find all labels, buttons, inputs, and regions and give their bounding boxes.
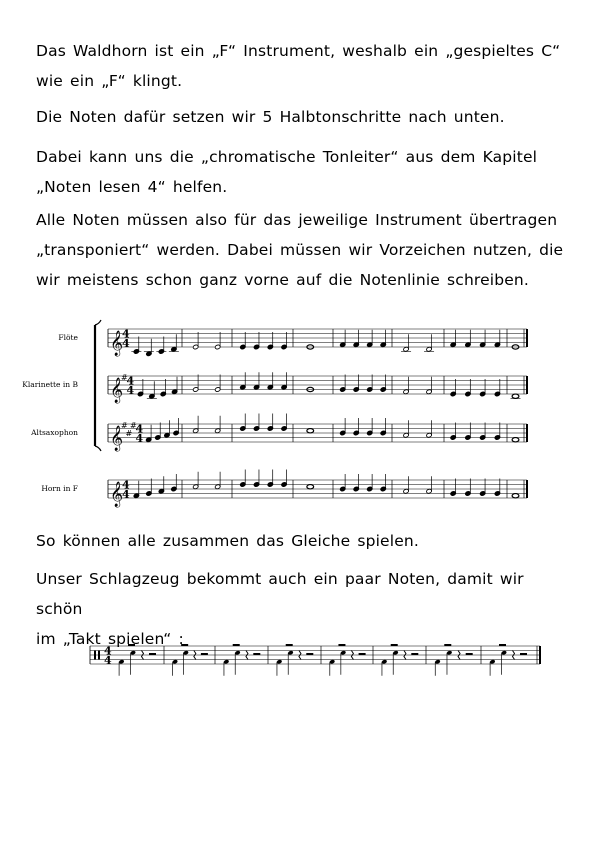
sharp-icon: # [125, 428, 133, 438]
whole-note [307, 485, 314, 489]
text-line: „transponiert“ werden. Dabei müssen wir Vorzeichen nutzen, die [36, 241, 564, 259]
treble-clef-icon: 𝄞 [110, 378, 124, 403]
text-line: „Noten lesen 4“ helfen. [36, 178, 228, 196]
bracket-top-hook [95, 320, 101, 325]
time-signature-bottom: 4 [122, 488, 130, 501]
paragraph-5 [36, 526, 576, 556]
time-signature-top: 4 [126, 374, 135, 388]
perc-time-signature-top: 4 [104, 644, 112, 658]
treble-clef-icon: 𝄞 [110, 331, 124, 356]
text-line: Das Waldhorn ist ein „F“ Instrument, weshalb ein „gespieltes C“ [36, 42, 561, 60]
sharp-icon: # [121, 421, 128, 430]
sharp-icon: # [130, 420, 137, 430]
instrument-label-horn: Horn in F [41, 484, 78, 493]
time-signature-bottom: 4 [126, 384, 135, 397]
whole-note [307, 429, 314, 433]
treble-clef-icon: 𝄞 [110, 426, 124, 451]
time-signature-top: 4 [122, 327, 130, 341]
time-signature-top: 4 [135, 422, 144, 436]
paragraph-6 [36, 564, 576, 654]
text-line: Dabei kann uns die „chromatische Tonleiter“ aus dem Kapitel [36, 148, 538, 166]
text-line: wir meistens schon ganz vorne auf die Notenlinie schreiben. [36, 271, 529, 289]
whole-note [512, 438, 519, 442]
time-signature-bottom: 4 [122, 337, 130, 350]
text-line: wie ein „F“ klingt. [36, 72, 183, 90]
text-line: Die Noten dafür setzen wir 5 Halbtonschritte nach unten. [36, 108, 505, 126]
instrument-label-altsaxophon: Altsaxophon [31, 428, 78, 437]
sharp-icon: # [121, 373, 128, 382]
whole-note [512, 394, 519, 398]
text-line: So können alle zusammen das Gleiche spielen. [36, 532, 419, 550]
bracket-bottom-hook [95, 446, 101, 451]
perc-time-signature-bottom: 4 [104, 654, 112, 667]
treble-clef-icon: 𝄞 [110, 482, 124, 507]
text-line: im „Takt spielen“ : [36, 630, 184, 648]
instrument-label-klarinette: Klarinette in B [22, 380, 78, 389]
text-line: Alle Noten müssen also für das jeweilige Instrument übertragen [36, 211, 558, 229]
time-signature-top: 4 [122, 478, 130, 492]
instrument-label-floete: Flöte [58, 333, 78, 342]
time-signature-bottom: 4 [135, 432, 144, 445]
text-line: Unser Schlagzeug bekommt auch ein paar Noten, damit wir schön [36, 570, 524, 618]
whole-note [512, 494, 519, 498]
